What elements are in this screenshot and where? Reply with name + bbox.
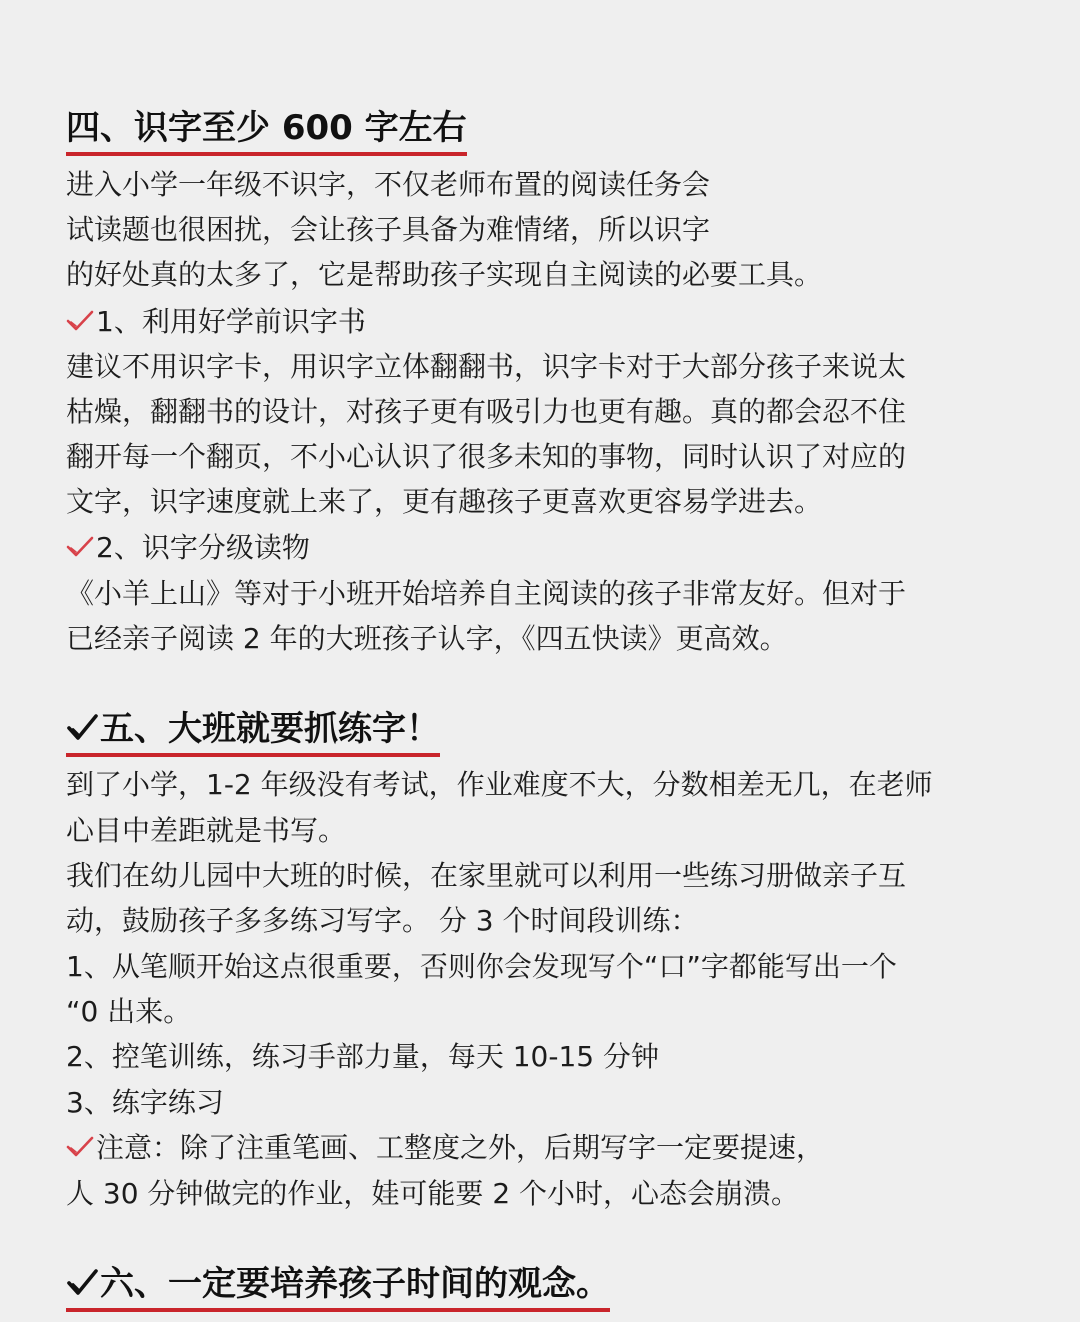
paragraph-line: 已经亲子阅读 2 年的大班孩子认字，《四五快读》更高效。 — [66, 622, 788, 655]
paragraph-line: 3、练字练习 — [66, 1086, 224, 1119]
paragraph-line: 的好处真的太多了，它是帮助孩子实现自主阅读的必要工具。 — [66, 258, 823, 291]
bold-check-icon — [66, 713, 98, 743]
red-check-icon — [66, 1135, 94, 1159]
section-6-title: 六、一定要培养孩子时间的观念。 — [100, 1264, 610, 1304]
paragraph-line: 人 30 分钟做完的作业，娃可能要 2 个小时，心态会崩溃。 — [66, 1177, 800, 1210]
paragraph-line: “0 出来。 — [66, 995, 192, 1028]
section-4-heading — [66, 108, 467, 156]
paragraph-line: 进入小学一年级不识字，不仅老师布置的阅读任务会 — [66, 168, 711, 201]
section-6-heading — [66, 1264, 610, 1312]
paragraph-line: 动，鼓励孩子多多练习写字。 分 3 个时间段训练： — [66, 904, 699, 937]
paragraph-line: 1、从笔顺开始这点很重要，否则你会发现写个“口”字都能写出一个 — [66, 950, 897, 983]
item-1-label: 1、利用好学前识字书 — [96, 305, 366, 338]
paragraph-line: 翻开每一个翻页，不小心认识了很多未知的事物，同时认识了对应的 — [66, 440, 907, 473]
paragraph-line: 文字，识字速度就上来了，更有趣孩子更喜欢更容易学进去。 — [66, 485, 823, 518]
item-1-heading — [66, 305, 366, 339]
paragraph-line: 到了小学，1-2 年级没有考试，作业难度不大，分数相差无几，在老师 — [66, 768, 933, 801]
red-check-icon — [66, 535, 94, 559]
section-4-title: 四、识字至少 600 字左右 — [66, 108, 467, 156]
red-check-icon — [66, 309, 94, 333]
note-line — [66, 1131, 824, 1165]
bold-check-icon — [66, 1268, 98, 1298]
item-2-heading — [66, 531, 310, 565]
section-5-heading — [66, 709, 440, 757]
section-5-title: 五、大班就要抓练字！ — [100, 709, 440, 749]
paragraph-line: 《小羊上山》等对于小班开始培养自主阅读的孩子非常友好。但对于 — [66, 577, 907, 610]
paragraph-line: 2、控笔训练，练习手部力量，每天 10-15 分钟 — [66, 1040, 659, 1073]
paragraph-line: 枯燥，翻翻书的设计，对孩子更有吸引力也更有趣。真的都会忍不住 — [66, 395, 907, 428]
section-6-title-wrap — [66, 1264, 610, 1312]
paragraph-line: 建议不用识字卡，用识字立体翻翻书，识字卡对于大部分孩子来说太 — [66, 350, 907, 383]
paragraph-line: 试读题也很困扰，会让孩子具备为难情绪，所以识字 — [66, 213, 711, 246]
item-2-label: 2、识字分级读物 — [96, 531, 310, 564]
note-text: 注意：除了注重笔画、工整度之外，后期写字一定要提速， — [96, 1131, 825, 1164]
paragraph-line: 心目中差距就是书写。 — [66, 814, 347, 847]
section-5-title-wrap — [66, 709, 440, 757]
paragraph-line: 我们在幼儿园中大班的时候，在家里就可以利用一些练习册做亲子互 — [66, 859, 907, 892]
